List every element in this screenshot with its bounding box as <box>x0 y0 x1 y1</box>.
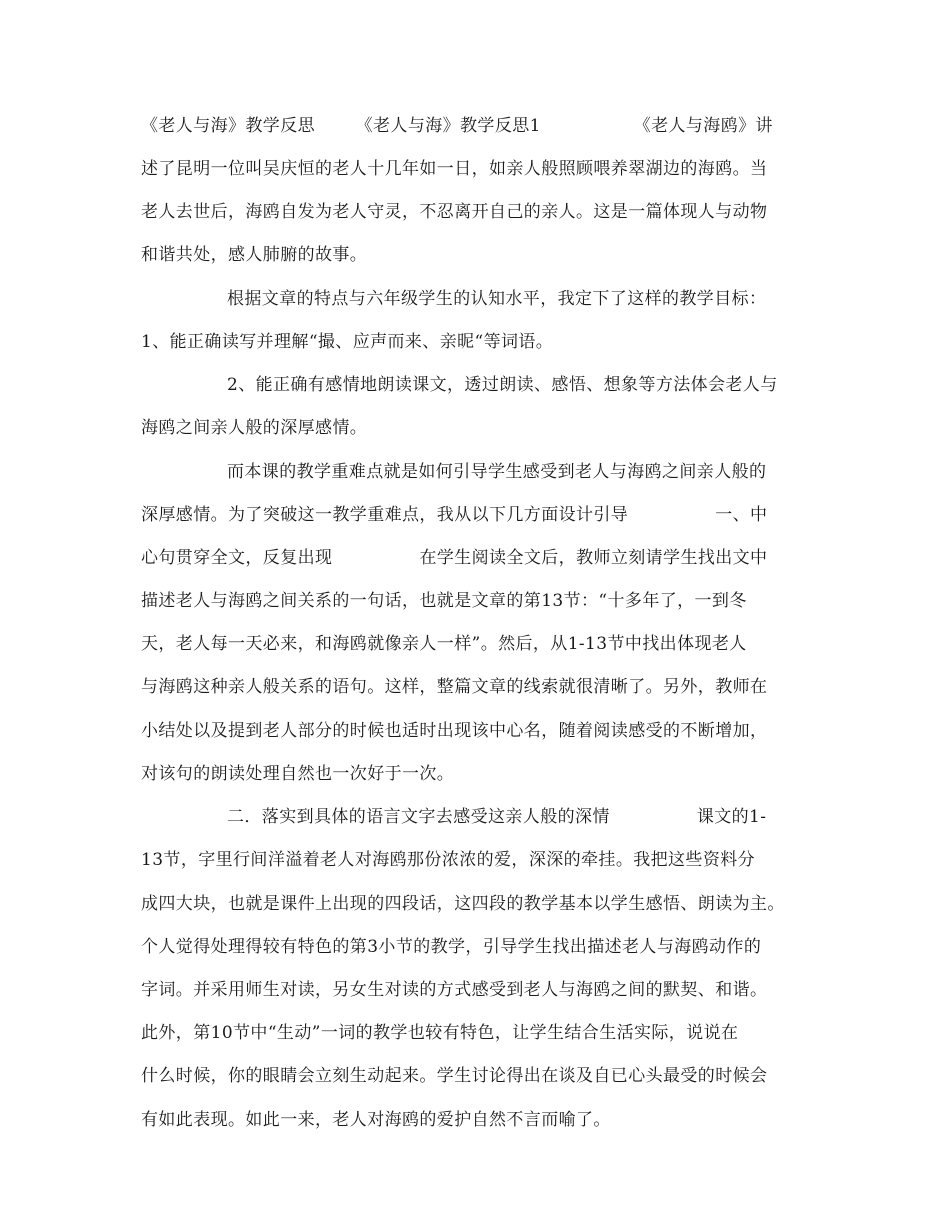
text-line: 根据文章的特点与六年级学生的认知水平，我定下了这样的教学目标： <box>227 289 767 309</box>
text-line: 13节，字里行间洋溢着老人对海鸥那份浓浓的爱，深深的牵挂。我把这些资料分 <box>141 850 756 870</box>
text-line: 深厚感情。为了突破这一教学重难点，我从以下几方面设计引导 一、中 <box>141 505 768 525</box>
text-line: 海鸥之间亲人般的深厚感情。 <box>141 418 368 438</box>
text-line: 2、能正确有感情地朗读课文，透过朗读、感悟、想象等方法体会老人与 <box>227 375 778 395</box>
text-line: 字词。并采用师生对读，另女生对读的方式感受到老人与海鸥之间的默契、和谐。 <box>141 980 768 1000</box>
text-line: 老人去世后，海鸥自发为老人守灵，不忍离开自己的亲人。这是一篇体现人与动物 <box>141 202 768 222</box>
text-line: 描述老人与海鸥之间关系的一句话，也就是文章的第13节：“十多年了，一到冬 <box>141 591 747 611</box>
text-line: 此外，第10节中“生动”一词的教学也较有特色，让学生结合生活实际，说说在 <box>141 1023 739 1043</box>
text-line: 有如此表现。如此一来，老人对海鸥的爱护自然不言而喻了。 <box>141 1110 611 1130</box>
text-line: 述了昆明一位叫吴庆恒的老人十几年如一日，如亲人般照顾喂养翠湖边的海鸥。当 <box>141 159 768 179</box>
text-line: 与海鸥这种亲人般关系的语句。这样，整篇文章的线索就很清晰了。另外，教师在 <box>141 677 768 697</box>
text-line: 对该句的朗读处理自然也一次好于一次。 <box>141 764 455 784</box>
text-line: 《老人与海》教学反思 《老人与海》教学反思1 《老人与海鸥》讲 <box>141 116 773 136</box>
text-line: 成四大块，也就是课件上出现的四段话，这四段的教学基本以学生感悟、朗读为主。 <box>141 894 785 914</box>
text-line: 1、能正确读写并理解“撮、应声而来、亲昵“等词语。 <box>141 332 554 352</box>
text-line: 而本课的教学重难点就是如何引导学生感受到老人与海鸥之间亲人般的 <box>227 462 767 482</box>
text-line: 天，老人每一天必来，和海鸥就像亲人一样”。然后，从1-13节中找出体现老人 <box>141 634 747 654</box>
text-line: 和谐共处，感人肺腑的故事。 <box>141 245 368 265</box>
text-line: 小结处以及提到老人部分的时候也适时出现该中心名，随着阅读感受的不断增加， <box>141 721 768 741</box>
text-line: 二．落实到具体的语言文字去感受这亲人般的深情 课文的1- <box>227 807 767 827</box>
text-line: 个人觉得处理得较有特色的第3小节的教学，引导学生找出描述老人与海鸥动作的 <box>141 937 762 957</box>
text-line: 什么时候，你的眼睛会立刻生动起来。学生讨论得出在谈及自已心头最受的时候会 <box>141 1066 768 1086</box>
text-line: 心句贯穿全文，反复出现 在学生阅读全文后，教师立刻请学生找出文中 <box>141 548 768 568</box>
